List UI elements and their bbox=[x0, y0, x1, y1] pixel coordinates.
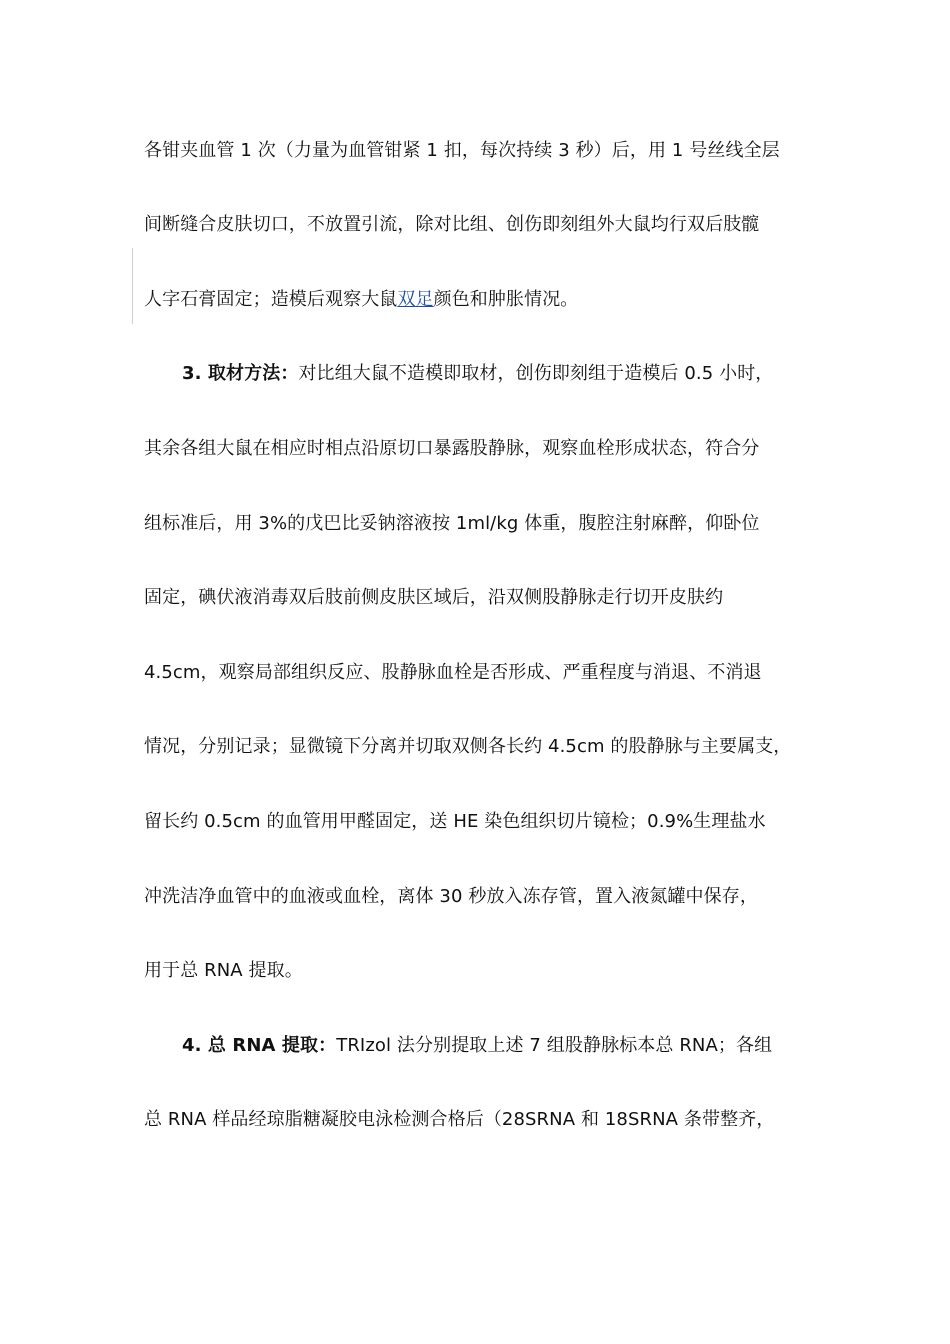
line-text: 4.5cm，观察局部组织反应、股静脉血栓是否形成、严重程度与消退、不消退 bbox=[144, 662, 762, 683]
line-text: 留长约 0.5cm 的血管用甲醛固定，送 HE 染色组织切片镜检；0.9%生理盐水 bbox=[144, 811, 766, 832]
paragraph-line bbox=[144, 437, 759, 461]
line-text: 颜色和肿胀情况。 bbox=[433, 289, 579, 310]
paragraph-line bbox=[144, 288, 578, 312]
paragraph-line bbox=[144, 959, 303, 983]
line-text: 总 RNA 样品经琼脂糖凝胶电泳检测合格后（28SRNA 和 18SRNA 条带整齐， bbox=[144, 1109, 775, 1130]
paragraph-line bbox=[144, 810, 766, 834]
paragraph-line bbox=[144, 885, 758, 909]
line-text: 组标准后，用 3%的戊巴比妥钠溶液按 1ml/kg 体重，腹腔注射麻醉，仰卧位 bbox=[144, 513, 760, 534]
line-text: 间断缝合皮肤切口，不放置引流，除对比组、创伤即刻组外大鼠均行双后肢髋 bbox=[144, 214, 760, 235]
section-heading-4: 4. 总 RNA 提取： bbox=[182, 1035, 337, 1056]
margin-change-bar bbox=[132, 248, 133, 324]
line-text: TRIzol 法分别提取上述 7 组股静脉标本总 RNA；各组 bbox=[336, 1035, 773, 1056]
paragraph-line bbox=[144, 139, 780, 163]
paragraph-line bbox=[144, 213, 759, 237]
section-heading-3: 3. 取材方法： bbox=[182, 363, 299, 384]
paragraph-line bbox=[144, 735, 791, 759]
line-text: 其余各组大鼠在相应时相点沿原切口暴露股静脉，观察血栓形成状态，符合分 bbox=[144, 438, 760, 459]
line-text: 各钳夹血管 1 次（力量为血管钳紧 1 扣，每次持续 3 秒）后，用 1 号丝线全层 bbox=[144, 140, 780, 161]
paragraph-line bbox=[144, 586, 723, 610]
section-heading-line bbox=[182, 1034, 772, 1058]
paragraph-line bbox=[144, 1108, 774, 1132]
line-text: 对比组大鼠不造模即取材，创伤即刻组于造模后 0.5 小时， bbox=[298, 363, 774, 384]
line-text: 人字石膏固定；造模后观察大鼠 bbox=[144, 289, 398, 310]
hyperlink-shuangzu[interactable]: 双足 bbox=[397, 289, 434, 310]
section-heading-line bbox=[182, 362, 773, 386]
line-text: 情况，分别记录；显微镜下分离并切取双侧各长约 4.5cm 的股静脉与主要属支， bbox=[144, 736, 792, 757]
paragraph-line bbox=[144, 512, 760, 536]
line-text: 冲洗洁净血管中的血液或血栓，离体 30 秒放入冻存管，置入液氮罐中保存， bbox=[144, 886, 758, 907]
paragraph-line bbox=[144, 661, 762, 685]
line-text: 用于总 RNA 提取。 bbox=[144, 960, 303, 981]
line-text: 固定，碘伏液消毒双后肢前侧皮肤区域后，沿双侧股静脉走行切开皮肤约 bbox=[144, 587, 724, 608]
